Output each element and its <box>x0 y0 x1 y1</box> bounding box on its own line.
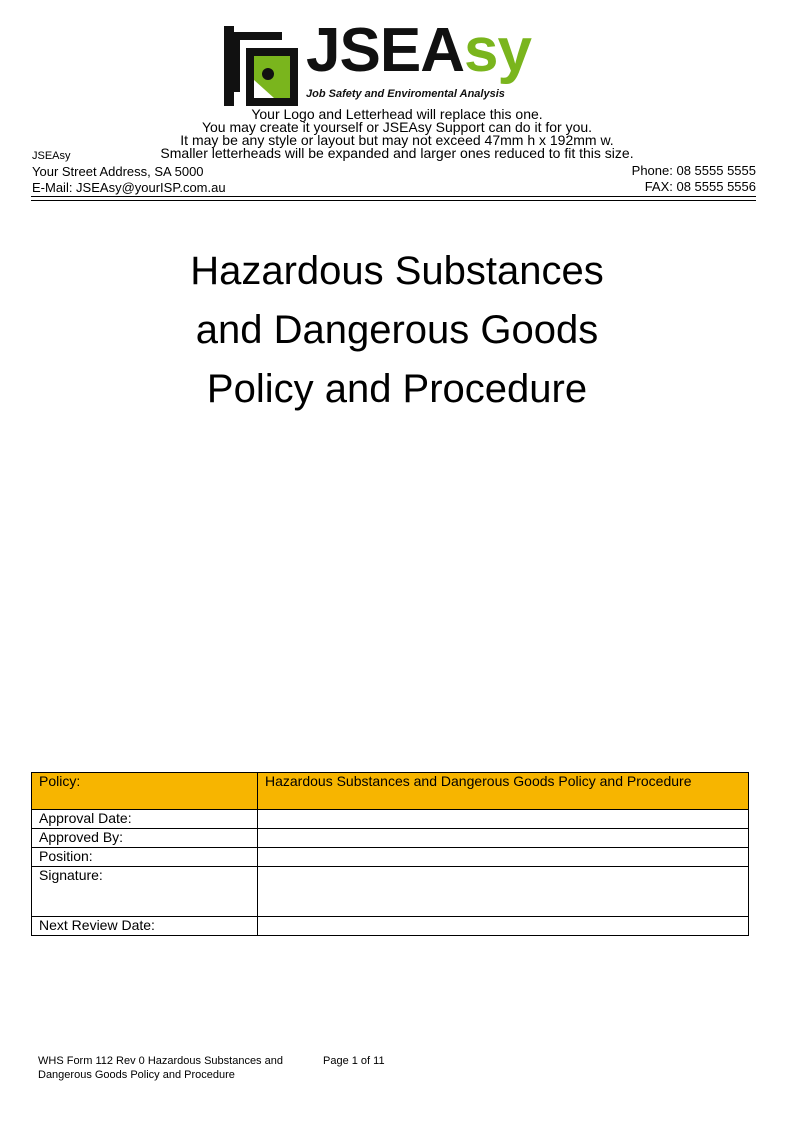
row-label-approval-date: Approval Date: <box>32 810 258 829</box>
letterhead-note-line: It may be any style or layout but may not exceed 47mm h x 192mm w. <box>180 132 614 148</box>
company-logo <box>224 16 554 106</box>
row-value-signature[interactable] <box>258 867 749 917</box>
title-line: and Dangerous Goods <box>195 308 599 352</box>
logo-wordmark <box>306 16 531 85</box>
table-row <box>32 810 749 829</box>
table-row <box>32 848 749 867</box>
row-label-position: Position: <box>32 848 258 867</box>
title-line: Policy and Procedure <box>206 367 588 411</box>
company-name: JSEAsy <box>32 150 71 162</box>
row-value-approved-by[interactable] <box>258 829 749 848</box>
row-value-approval-date[interactable] <box>258 810 749 829</box>
letterhead-note-line: Smaller letterheads will be expanded and larger ones reduced to fit this size. <box>160 145 634 161</box>
table-row <box>32 917 749 936</box>
phone-number: Phone: 08 5555 5555 <box>631 163 756 178</box>
email-address: E-Mail: JSEAsy@yourISP.com.au <box>32 180 226 195</box>
company-address-block <box>32 148 226 196</box>
table-row <box>32 829 749 848</box>
page-number: Page 1 of 11 <box>323 1055 385 1067</box>
row-label-approved-by: Approved By: <box>32 829 258 848</box>
row-value-policy: Hazardous Substances and Dangerous Goods Policy and Procedure <box>258 773 749 810</box>
row-value-position[interactable] <box>258 848 749 867</box>
logo-word-black: JSEA <box>306 16 464 85</box>
row-label-signature: Signature: <box>32 867 258 917</box>
document-title <box>0 242 794 419</box>
jseasy-logo-mark-icon <box>224 26 304 106</box>
contact-block <box>632 163 756 195</box>
logo-tagline: Job Safety and Enviromental Analysis <box>306 88 505 100</box>
policy-info-table <box>31 772 749 936</box>
table-row <box>32 773 749 810</box>
row-value-next-review-date[interactable] <box>258 917 749 936</box>
footer-form-reference: WHS Form 112 Rev 0 Hazardous Substances and Dangerous Goods Policy and Procedure <box>38 1055 283 1081</box>
row-label-next-review-date: Next Review Date: <box>32 917 258 936</box>
table-row <box>32 867 749 917</box>
row-label-policy: Policy: <box>32 773 258 810</box>
street-address: Your Street Address, SA 5000 <box>32 164 204 179</box>
header-divider <box>31 196 756 197</box>
logo-word-green: sy <box>463 16 531 85</box>
letterhead-note-line: Your Logo and Letterhead will replace this one. <box>251 106 543 122</box>
fax-number: FAX: 08 5555 5556 <box>644 179 756 194</box>
letterhead-note-line: You may create it yourself or JSEAsy Support can do it for you. <box>201 119 593 135</box>
header-divider <box>31 200 756 201</box>
title-line: Hazardous Substances <box>190 249 604 293</box>
